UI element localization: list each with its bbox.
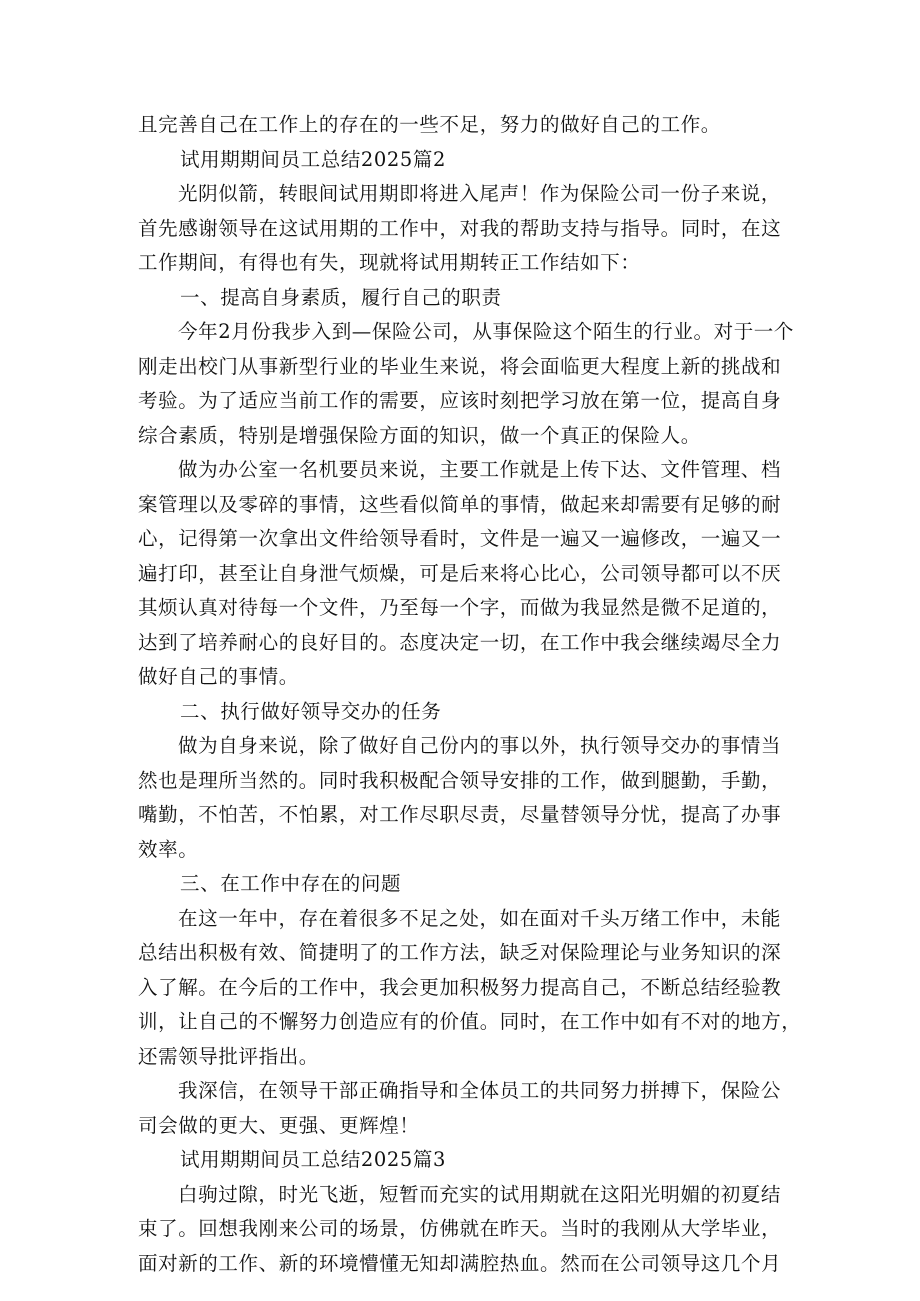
- text-line: 心，记得第一次拿出文件给领导看时，文件是一遍又一遍修改，一遍又一: [138, 527, 782, 550]
- section-heading: 三、在工作中存在的问题: [180, 872, 402, 895]
- text-line: 做好自己的事情。: [138, 665, 299, 688]
- text-line: 达到了培养耐心的良好目的。态度决定一切，在工作中我会继续竭尽全力: [138, 630, 782, 654]
- text-line: 训，让自己的不懈努力创造应有的价值。同时，在工作中如有不对的地方，: [138, 1010, 802, 1033]
- text-line: 还需领导批评指出。: [138, 1044, 319, 1068]
- text-line: 做为办公室一名机要员来说，主要工作就是上传下达、文件管理、档: [178, 458, 782, 481]
- text-line: 在这一年中，存在着很多不足之处，如在面对千头万绪工作中，未能: [178, 906, 782, 930]
- text-line: 面对新的工作、新的环境懵懂无知却满腔热血。然而在公司领导这几个月: [138, 1251, 782, 1275]
- text-line: 然也是理所当然的。同时我积极配合领导安排的工作，做到腿勤，手勤，: [138, 768, 782, 792]
- text-line: 司会做的更大、更强、更辉煌！: [138, 1113, 420, 1137]
- section-heading: 试用期期间员工总结2025篇2: [180, 147, 447, 171]
- text-line: 综合素质，特别是增强保险方面的知识，做一个真正的保险人。: [138, 423, 701, 447]
- section-heading: 一、提高自身素质，履行自己的职责: [180, 285, 502, 309]
- text-line: 考验。为了适应当前工作的需要，应该时刻把学习放在第一位，提高自身: [138, 389, 782, 412]
- text-line: 遍打印，甚至让自身泄气烦燥，可是后来将心比心，公司领导都可以不厌: [138, 561, 782, 585]
- text-line: 光阴似箭，转眼间试用期即将进入尾声！作为保险公司一份子来说，: [178, 182, 782, 205]
- text-line: 总结出积极有效、简捷明了的工作方法，缺乏对保险理论与业务知识的深: [138, 941, 782, 964]
- text-line: 案管理以及零碎的事情，这些看似简单的事情，做起来却需要有足够的耐: [138, 492, 782, 516]
- text-line: 刚走出校门从事新型行业的毕业生来说，将会面临更大程度上新的挑战和: [138, 354, 782, 378]
- text-line: 我深信，在领导干部正确指导和全体员工的共同努力拼搏下，保险公: [178, 1079, 782, 1102]
- text-line: 做为自身来说，除了做好自己份内的事以外，执行领导交办的事情当: [178, 734, 782, 757]
- text-line: 白驹过隙，时光飞逝，短暂而充实的试用期就在这阳光明媚的初夏结: [178, 1182, 782, 1206]
- text-line: 且完善自己在工作上的存在的一些不足，努力的做好自己的工作。: [138, 113, 721, 136]
- text-line: 今年2月份我步入到—保险公司，从事保险这个陌生的行业。对于一个: [178, 320, 795, 343]
- text-line: 效率。: [138, 837, 199, 861]
- text-line: 其烦认真对待每一个文件，乃至每一个字，而做为我显然是微不足道的，: [138, 596, 782, 619]
- document-body: [138, 108, 802, 1281]
- section-heading: 二、执行做好领导交办的任务: [180, 699, 442, 723]
- section-heading: 试用期期间员工总结2025篇3: [180, 1148, 447, 1171]
- text-line: 入了解。在今后的工作中，我会更加积极努力提高自己，不断总结经验教: [138, 975, 782, 999]
- text-line: 首先感谢领导在这试用期的工作中，对我的帮助支持与指导。同时，在这: [138, 216, 782, 240]
- text-line: 束了。回想我刚来公司的场景，仿佛就在昨天。当时的我刚从大学毕业，: [138, 1217, 782, 1240]
- text-line: 嘴勤，不怕苦，不怕累，对工作尽职尽责，尽量替领导分忧，提高了办事: [138, 803, 782, 826]
- text-line: 工作期间，有得也有失，现就将试用期转正工作结如下：: [138, 251, 641, 274]
